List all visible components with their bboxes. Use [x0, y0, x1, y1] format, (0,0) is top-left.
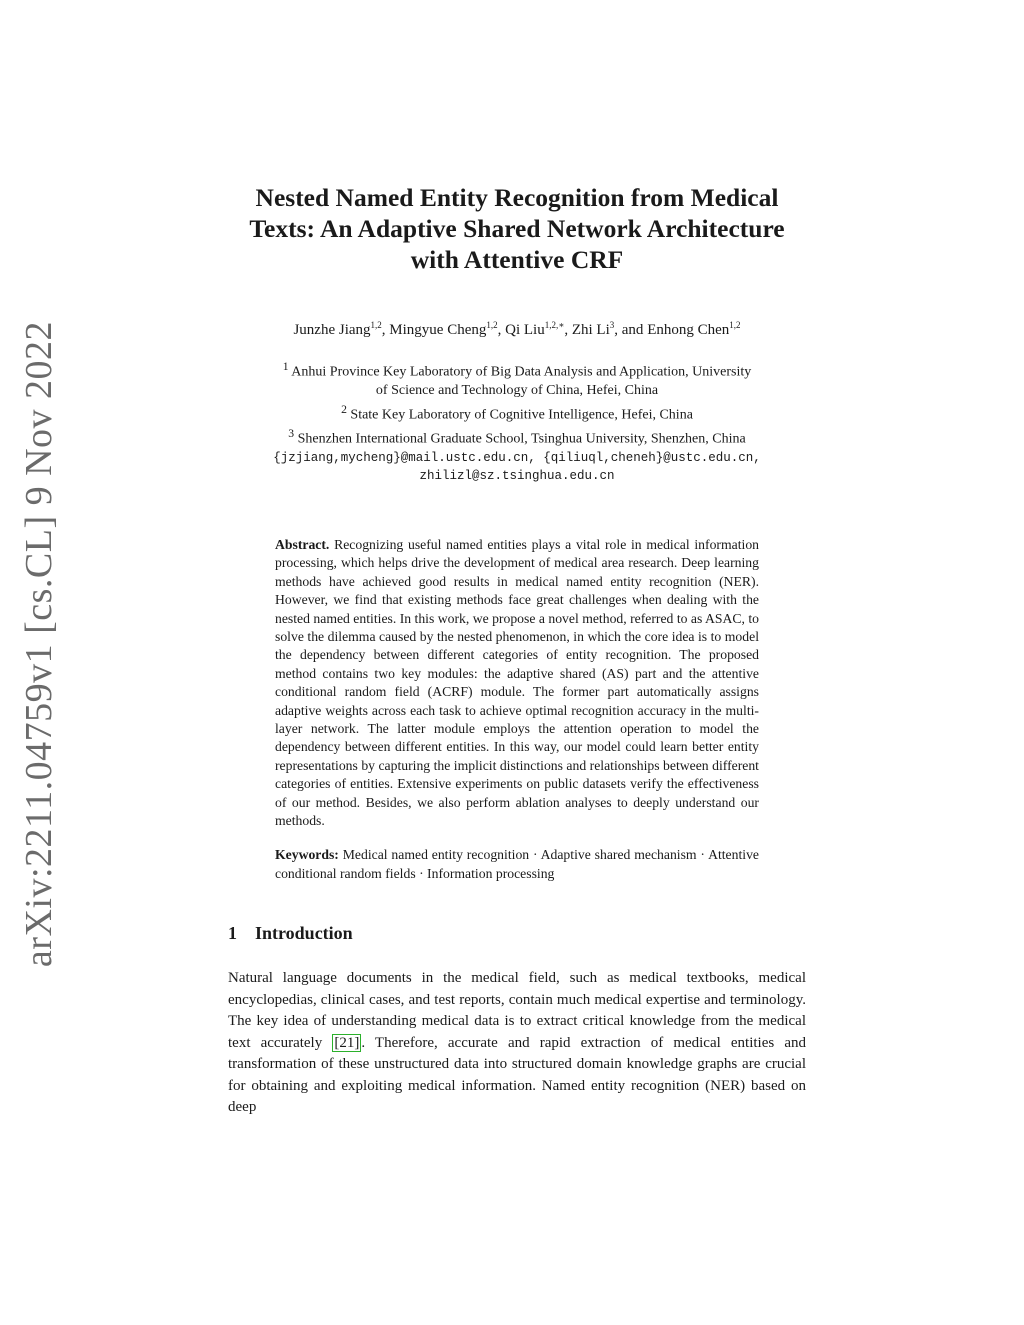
affiliation-mark: 3	[288, 426, 295, 440]
author-list: Junzhe Jiang$^{1,2}$, Mingyue Cheng$^{1,2}$, Qi Liu$^{1,2,∗}$, Zhi Li$^3$, and Enhong Chen$^{1,2}$	[293, 320, 741, 338]
affiliation-mark: 1	[282, 360, 289, 373]
paper-page	[228, 182, 806, 1119]
affiliation-text: Shenzhen International Graduate School, Tsinghua University, Shenzhen, China	[297, 431, 746, 447]
affiliation-block	[228, 358, 806, 486]
section-number: 1	[228, 923, 237, 944]
email-line: {jzjiang,mycheng}@mail.ustc.edu.cn, {qiliuql,cheneh}@ustc.edu.cn,	[273, 450, 761, 465]
paper-title: Nested Named Entity Recognition from Medical Texts: An Adaptive Shared Network Architecture with Attentive CRF	[249, 183, 785, 274]
abstract-section	[275, 536, 759, 883]
author-affiliation-mark: 1,2	[370, 320, 382, 330]
affiliation-mark: 2	[341, 402, 347, 416]
affiliation-1-continued: of Science and Technology of China, Hefei, China	[375, 383, 659, 399]
citation-link[interactable]: [21]	[334, 1034, 360, 1051]
abstract-text: Recognizing useful named entities plays a vital role in medical information processing, which helps drive the development of medical area research. Deep learning methods have achieved good results in medical named entity recognition (NER). However, we find that existing methods face great challenges when dealing with the nested named entities. In this work, we propose a novel method, referred to as ASAC, to solve the dilemma caused by the nested phenomenon, in which the core idea is to model the dependency between different categories of entity recognition. The proposed method contains two key modules: the adaptive shared (AS) part and the attentive conditional random field (ACRF) module. The former part automatically assigns adaptive weights across each task to achieve optimal recognition accuracy in the multi-layer network. The latter module employs the attention operation to model the dependency between different entities. In this way, our model could learn better entity representations by capturing the implicit distinctions and relationships between different categories of entities. Extensive experiments on public datasets verify the effectiveness of our method. Besides, we also perform ablation analyses to deeply understand our methods.	[275, 536, 760, 829]
author-affiliation-mark: 1,2	[729, 320, 741, 330]
author-affiliation-mark: 1,2,∗	[544, 320, 565, 330]
author-affiliation-mark: 3	[609, 320, 615, 330]
email-line: zhilizl@sz.tsinghua.edu.cn	[419, 469, 615, 484]
arxiv-identifier-text: arXiv:2211.04759v1 [cs.CL] 9 Nov 2022	[18, 320, 61, 968]
affiliation-3	[228, 425, 806, 449]
author-name: Enhong Chen	[647, 322, 730, 338]
author-name: Zhi Li	[571, 322, 610, 338]
author-affiliation-mark: 1,2	[486, 320, 498, 330]
author-name: Qi Liu	[505, 322, 545, 338]
keywords-paragraph	[275, 846, 759, 883]
affiliation-text: State Key Laboratory of Cognitive Intelligence, Hefei, China	[350, 407, 693, 423]
arxiv-identifier-stamp	[14, 320, 64, 968]
author-name: Junzhe Jiang	[293, 322, 371, 338]
abstract-label: Abstract.	[275, 536, 330, 552]
introduction-paragraph	[228, 968, 806, 1119]
introduction-text: Natural language documents in the medical field, such as medical textbooks, medical encyclopedias, clinical cases, and test reports, contain much medical expertise and terminology. The key idea of understanding medical data is to extract critical knowledge from the medical text accurately	[228, 970, 806, 1051]
keywords-text: Medical named entity recognition · Adaptive shared mechanism · Attentive conditional random fields · Information processing	[275, 847, 760, 881]
author-name: Mingyue Cheng	[389, 322, 487, 338]
introduction-text: . Therefore, accurate and rapid extraction of medical entities and transformation of these unstructured data into structured domain knowledge graphs are crucial for obtaining and exploiting medical information. Named entity recognition (NER) based on deep	[228, 1034, 806, 1116]
affiliation-2	[228, 401, 806, 425]
affiliation-text: Anhui Province Key Laboratory of Big Data Analysis and Application, University	[291, 364, 752, 380]
section-heading	[228, 923, 806, 944]
keywords-label: Keywords:	[275, 847, 339, 863]
affiliation-1	[228, 358, 806, 382]
abstract-paragraph	[275, 536, 759, 831]
section-title: Introduction	[255, 923, 353, 944]
